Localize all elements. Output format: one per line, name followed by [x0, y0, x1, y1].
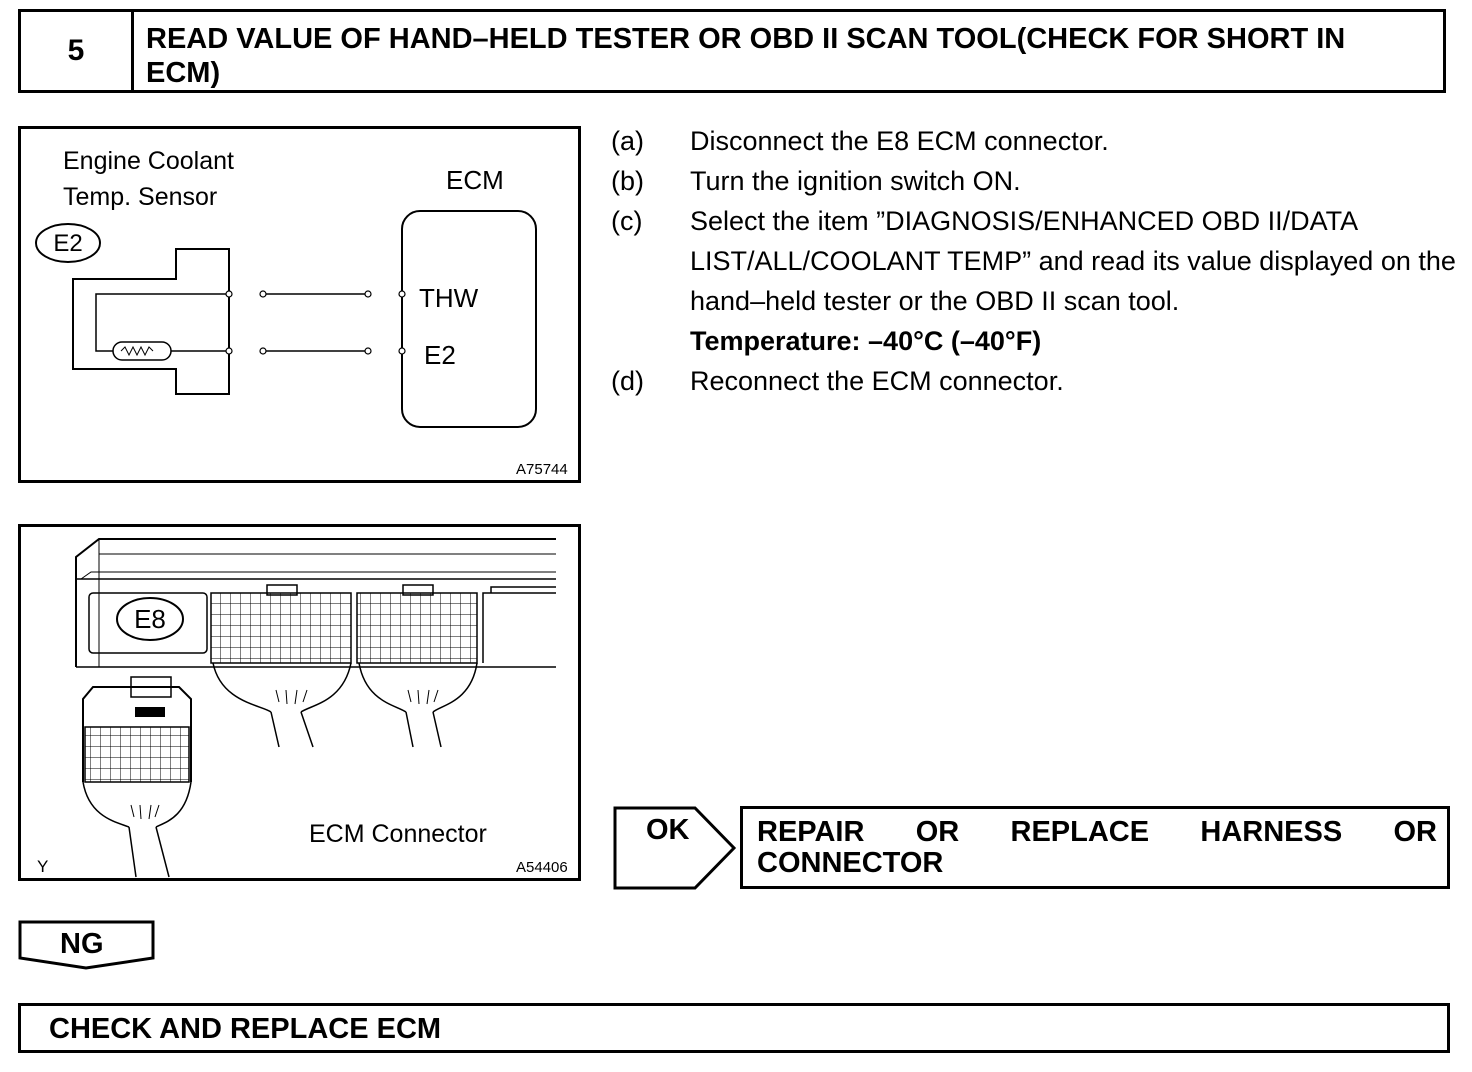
ng-label: NG [60, 928, 104, 960]
ecm-terminal-thw [399, 291, 405, 297]
pin-thw-label: THW [419, 283, 479, 313]
sensor-label-line1: Engine Coolant [63, 147, 234, 175]
connector-tag-e8: E8 [134, 604, 166, 634]
wire-end-2b [365, 348, 371, 354]
ok-action-text: REPAIR OR REPLACE HARNESS OR CONNECTOR [757, 816, 1437, 879]
circuit-diagram-figure [18, 126, 581, 483]
instruction-label: (d) [611, 366, 644, 396]
instruction-item [611, 201, 1456, 321]
instruction-label: (c) [611, 206, 643, 236]
instruction-text: Turn the ignition switch ON. [690, 166, 1021, 196]
harness-1-wires [276, 690, 307, 704]
ecm-terminal-e2 [399, 348, 405, 354]
instruction-item [611, 161, 1456, 201]
figure-code: A54406 [516, 859, 568, 876]
step-title: READ VALUE OF HAND–HELD TESTER OR OBD II SCAN TOOL(CHECK FOR SHORT IN ECM) [146, 23, 1346, 89]
instruction-label: (b) [611, 166, 644, 196]
sensor-terminal-2 [226, 348, 232, 354]
harness-1 [271, 712, 313, 747]
connector-tag-e2: E2 [53, 230, 83, 257]
wire-end-1a [260, 291, 266, 297]
figure-caption: ECM Connector [309, 820, 487, 848]
detached-harness-wires [131, 805, 159, 819]
harness-2 [406, 712, 441, 747]
step-number: 5 [21, 12, 134, 90]
ng-action-text: CHECK AND REPLACE ECM [49, 1013, 442, 1045]
ecm-connector-figure [18, 524, 581, 881]
ok-label: OK [646, 814, 690, 846]
sensor-label-line2: Temp. Sensor [63, 183, 218, 211]
connector-2-boot [359, 663, 477, 712]
harness-2-wires [408, 690, 438, 704]
instruction-item [611, 361, 1456, 401]
ecm-connector-block-1 [211, 593, 351, 663]
ecm-connector-illustration [21, 527, 578, 878]
instruction-item [611, 121, 1456, 161]
detached-connector-boot [83, 782, 191, 827]
ecm-box [402, 211, 536, 427]
ecm-label: ECM [446, 165, 504, 195]
specification: Temperature: –40°C (–40°F) [690, 326, 1042, 356]
instruction-text: Reconnect the ECM connector. [690, 366, 1064, 396]
detached-harness [129, 827, 169, 877]
resistor-zigzag-icon [121, 347, 153, 355]
connector-1-boot [213, 663, 351, 712]
ecm-connector-block-3 [483, 587, 556, 663]
pin-e2-label: E2 [424, 340, 456, 370]
sensor-terminal-1 [226, 291, 232, 297]
instruction-text: Disconnect the E8 ECM connector. [690, 126, 1109, 156]
figure-code: A75744 [516, 461, 568, 478]
ecm-connector-block-2 [357, 593, 477, 663]
ng-result-box [18, 1003, 1450, 1053]
ok-result-box [740, 806, 1450, 889]
ecm-housing-ridge [81, 572, 556, 579]
wire-end-1b [365, 291, 371, 297]
instruction-list [611, 121, 1456, 401]
circuit-diagram [21, 129, 578, 480]
corner-mark: Y [37, 857, 49, 876]
wire-end-2a [260, 348, 266, 354]
instruction-label: (a) [611, 126, 644, 156]
detached-connector-tab [135, 707, 165, 717]
detached-connector-pins [85, 727, 189, 782]
step-header [18, 9, 1446, 93]
instruction-text: Select the item ”DIAGNOSIS/ENHANCED OBD II/DATA LIST/ALL/COOLANT TEMP” and read its value displayed on the hand–held tester or the OBD II scan tool. [690, 206, 1456, 316]
